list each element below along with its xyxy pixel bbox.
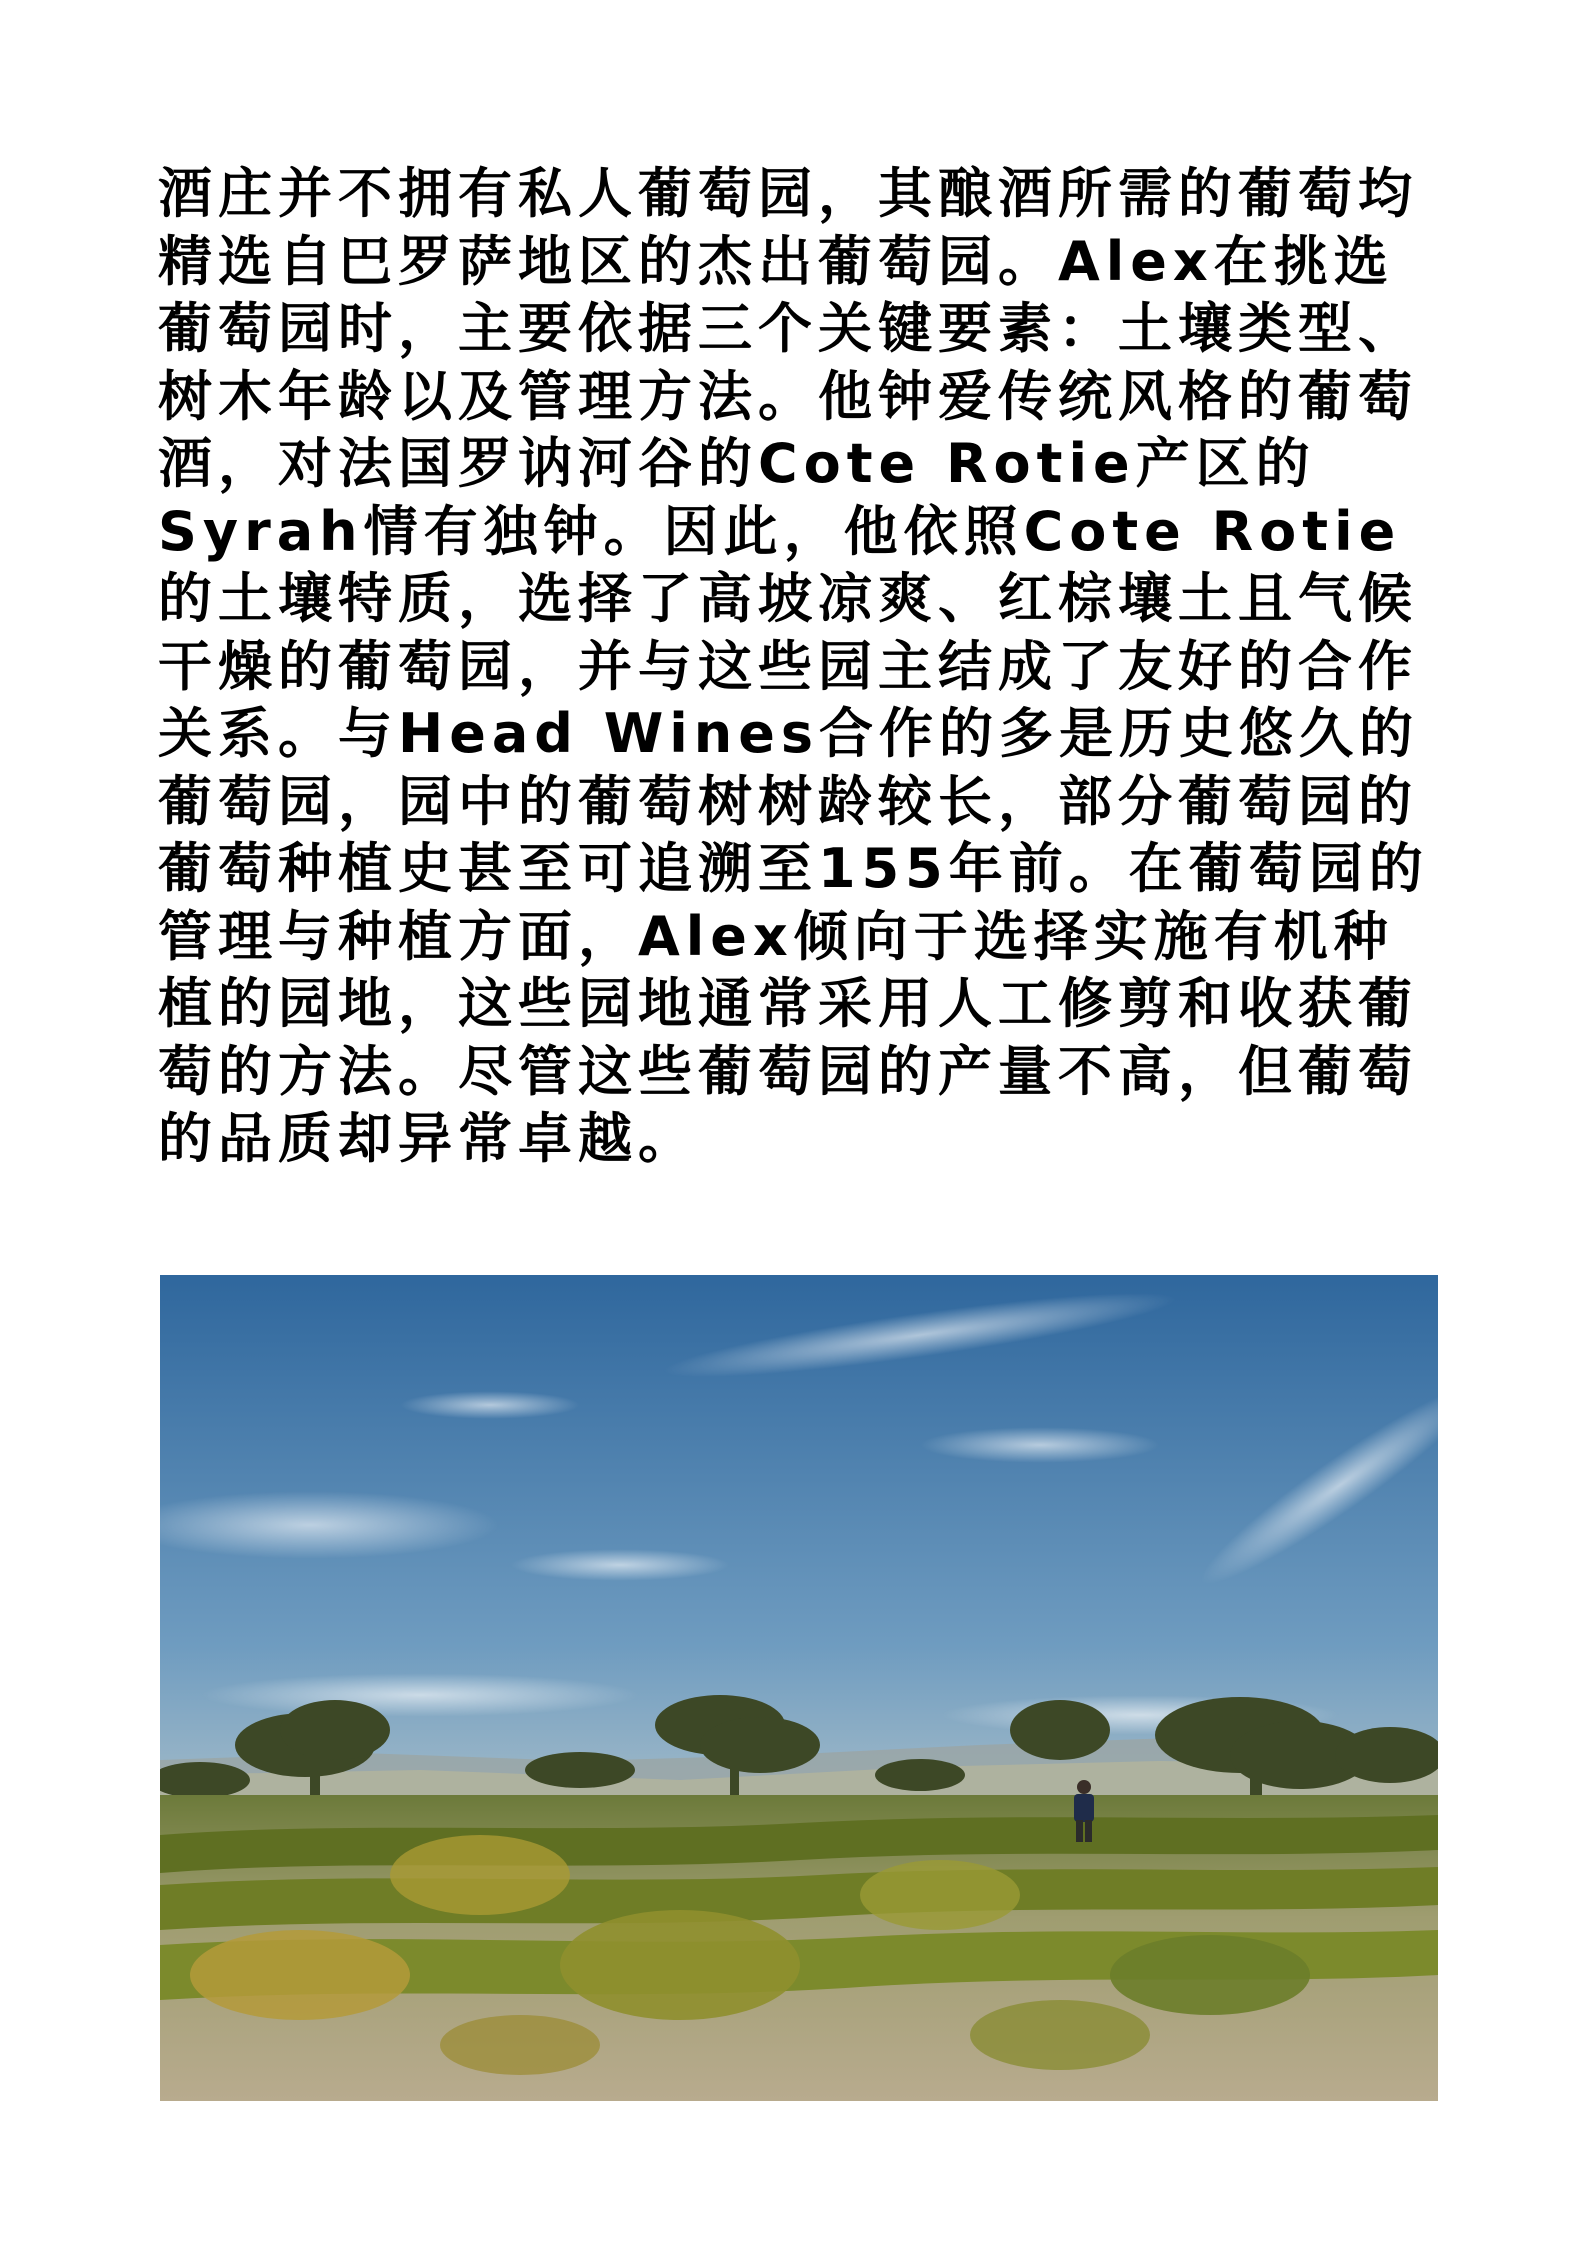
- article-body-text: 酒庄并不拥有私人葡萄园，其酿酒所需的葡萄均精选自巴罗萨地区的杰出葡萄园。Alex在挑选葡萄园时，主要依据三个关键要素：土壤类型、树木年龄以及管理方法。他钟爱传统风格的葡萄酒，对法国罗讷河谷的Cote Rotie产区的Syrah情有独钟。因此，他依照Cote Rotie的土壤特质，选择了高坡凉爽、红棕壤土且气候干燥的葡萄园，并与这些园主结成了友好的合作关系。与Head Wines合作的多是历史悠久的葡萄园，园中的葡萄树树龄较长，部分葡萄园的葡萄种植史甚至可追溯至155年前。在葡萄园的管理与种植方面，Alex倾向于选择实施有机种植的园地，这些园地通常采用人工修剪和收获葡萄的方法。尽管这些葡萄园的产量不高，但葡萄的品质却异常卓越。: [158, 162, 1429, 1170]
- article: [158, 160, 1448, 1173]
- vineyard-landscape-image: [160, 1275, 1438, 2101]
- vineyard-photo: [160, 1275, 1438, 2101]
